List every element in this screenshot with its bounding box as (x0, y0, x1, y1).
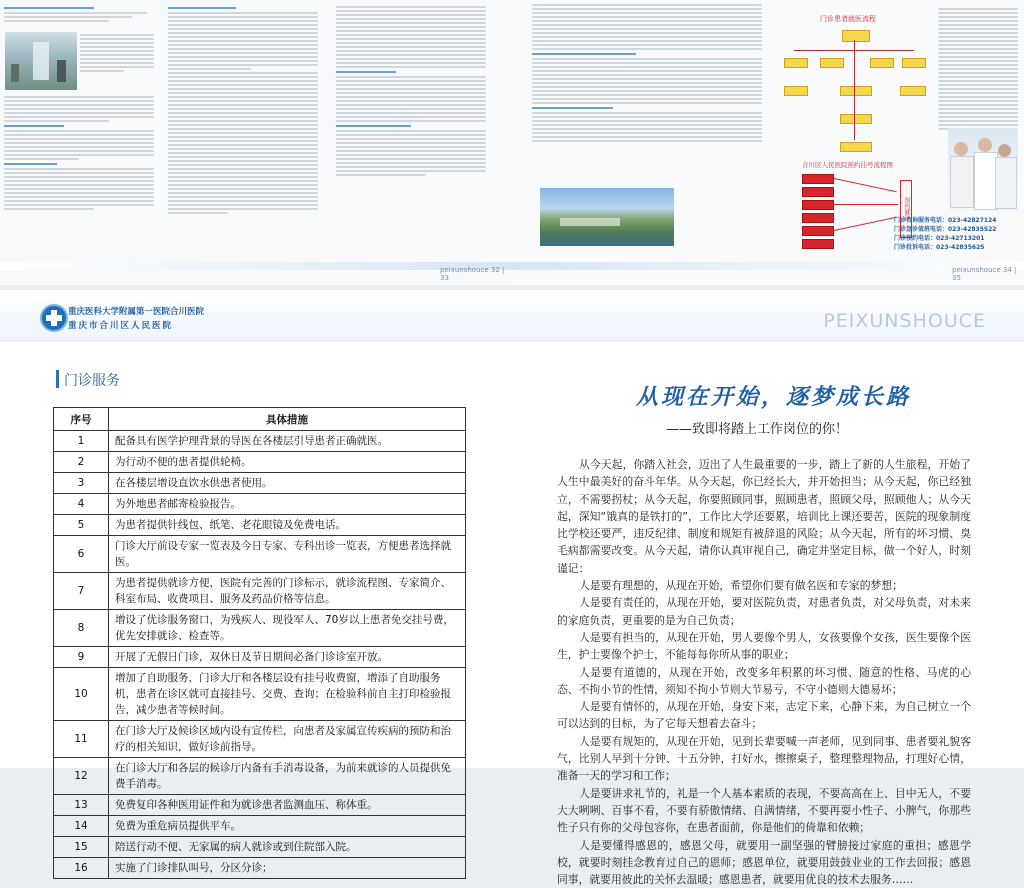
corridor-photo (5, 32, 77, 90)
hospital-name-secondary: 重庆市合川区人民医院 (68, 321, 174, 331)
table-row (54, 473, 466, 494)
row-measure: 实施了门诊排队叫号，分区分诊； (109, 858, 466, 879)
hospital-name-primary: 重庆医科大学附属第一医院合川医院 (68, 307, 205, 317)
table-row (54, 837, 466, 858)
row-measure: 门诊大厅前设专家一览表及今日专家、专科出诊一览表，方便患者选择就医。 (109, 536, 466, 573)
top-left-spread (0, 0, 512, 285)
appointment-title: 合川区人民医院预约挂号流程图 (802, 161, 893, 169)
row-number: 13 (54, 795, 109, 816)
table-row (54, 795, 466, 816)
hospital-logo-icon (40, 304, 68, 332)
essay-calligraphy-title: 从现在开始，逐梦成长路 (636, 384, 912, 410)
essay-paragraph: 人是要懂得感恩的，感恩父母，就要用一副坚强的臂膀接过家庭的重担；感恩学校，就要时刻挂念教育过自己的恩师；感恩单位，就要用鼓鼓业业的工作去回报；感恩同事，就要用彼此的关怀去温暖；感恩患者，就要用优良的技术去服务…… (557, 838, 971, 887)
row-number: 2 (54, 452, 109, 473)
bottom-spread (0, 290, 1024, 887)
phone-line: 门诊投诉电话：023-42835625 (894, 244, 985, 251)
table-row (54, 573, 466, 610)
row-number: 10 (54, 668, 109, 721)
table-row (54, 610, 466, 647)
row-measure: 增设了优诊服务窗口，为残疾人、现役军人、70岁以上患者免交挂号费，优先安排就诊、检查等。 (109, 610, 466, 647)
row-measure: 增加了自助服务，门诊大厅和各楼层设有挂号收费窗，增添了自助服务机，患者在诊区就可直接挂号、交费、查询；在检验科前自主打印检验报告，减少患者等候时间。 (109, 668, 466, 721)
essay-paragraph: 人是要有规矩的，从现在开始，见到长辈要喊一声老师，见到同事、患者要礼貌客气，比别人早到十分钟、十五分钟，打好水，擦擦桌子，整理整理物品，打理好心情，准备一天的学习和工作； (557, 734, 971, 783)
essay-paragraph: 人是要有担当的，从现在开始，男人要像个男人，女孩要像个女孩，医生要像个医生，护士要像个护士，不能每每你所从事的职业； (557, 630, 971, 662)
essay-paragraph: 人是要有责任的，从现在开始，要对医院负责，对患者负责，对父母负责，对未来的家庭负责，更重要的是为自己负责； (557, 596, 971, 627)
footer-text: peixunshouce (440, 266, 489, 274)
essay-paragraph: 人是要有情怀的，从现在开始，身安下来，志定下来，心静下来，为自己树立一个可以达到的目标，为了它每天想着去奋斗； (557, 700, 971, 731)
phone-line: 门诊咨询服务电话：023-42827124 (894, 217, 997, 224)
essay-paragraph: 从今天起，你踏入社会，迈出了人生最重要的一步，踏上了新的人生旅程，开始了人生中最美好的奋斗年华。从今天起，你已经长大，并开始担当；从今天起，你已经独立，不需要拐杖；从今天起，你要照顾同事，照顾患者，照顾父母，照顾他人；从今天起，深知“饿真的是铁打的”，工作比大学还要累，培训比上课还要苦，医院的现象制度比学校还要严，违反纪律、制度和规矩有被辞退的风险；从今天起，所有的坏习惯、臭毛病都需要改变。从今天起，请你认真审视自己，确定并坚定目标，做一个好人，时刻谨记： (557, 458, 971, 575)
row-number: 14 (54, 816, 109, 837)
flow-title: 门诊患者就医流程 (820, 15, 876, 23)
row-number: 4 (54, 494, 109, 515)
staff-photo (948, 128, 1018, 212)
right-page-footer (952, 266, 1024, 282)
row-measure: 配备具有医学护理背景的导医在各楼层引导患者正确就医。 (109, 431, 466, 452)
table-row (54, 515, 466, 536)
table-row (54, 494, 466, 515)
column-header-number: 序号 (54, 408, 109, 431)
landscape-photo (540, 188, 674, 246)
table-header-row (54, 408, 466, 431)
essay-paragraph: 人是要有道德的，从现在开始，改变多年积累的坏习惯、随意的性格、马虎的心态、不拘小节的性情，须知不拘小节则大节易亏，不守小德则大德易坏； (557, 665, 971, 696)
table-row (54, 431, 466, 452)
left-page-footer (440, 266, 512, 282)
row-number: 9 (54, 647, 109, 668)
row-number: 6 (54, 536, 109, 573)
brochure-watermark: PEIXUNSHOUCE (823, 310, 986, 332)
row-measure: 为患者提供针线包、纸笔、老花眼镜及免费电话。 (109, 515, 466, 536)
section-title: 门诊服务 (64, 373, 120, 389)
row-number: 11 (54, 721, 109, 758)
table-row (54, 536, 466, 573)
services-table (53, 407, 466, 879)
essay-body (557, 456, 971, 888)
column-header-measure: 具体措施 (109, 408, 466, 431)
phone-line: 门诊急诊值班电话：023-42835522 (894, 226, 997, 233)
row-number: 7 (54, 573, 109, 610)
row-number: 16 (54, 858, 109, 879)
table-row (54, 816, 466, 837)
row-number: 12 (54, 758, 109, 795)
top-right-spread (512, 0, 1024, 285)
table-body (54, 431, 466, 879)
table-row (54, 647, 466, 668)
row-number: 8 (54, 610, 109, 647)
row-number: 1 (54, 431, 109, 452)
row-measure: 开展了无假日门诊，双休日及节日期间必备门诊诊室开放。 (109, 647, 466, 668)
footer-page-numbers: 32 | 33 (440, 266, 505, 282)
row-measure: 在门诊大厅及候诊区域内设有宣传栏，向患者及家属宣传疾病的预防和治疗的相关知识，做好诊前指导。 (109, 721, 466, 758)
table-row (54, 858, 466, 879)
row-measure: 陪送行动不便、无家属的病人就诊或到住院部入院。 (109, 837, 466, 858)
table-row (54, 668, 466, 721)
row-measure: 在门诊大厅和各层的候诊厅内备有手消毒设备，为前来就诊的人员提供免费手消毒。 (109, 758, 466, 795)
row-measure: 在各楼层增设直饮水供患者使用。 (109, 473, 466, 494)
row-measure: 为患者提供就诊方便，医院有完善的门诊标示，就诊流程图、专家简介、科室布局、收费项目、服务及药品价格等信息。 (109, 573, 466, 610)
row-number: 5 (54, 515, 109, 536)
row-measure: 为行动不便的患者提供轮椅。 (109, 452, 466, 473)
footer-text: peixunshouce (952, 266, 1001, 274)
essay-paragraph: 人是要有理想的，从现在开始，希望你们要有做名医和专家的梦想； (579, 579, 903, 593)
footer-page-numbers: 34 | 35 (952, 266, 1017, 282)
row-measure: 免费复印各种医用证件和为就诊患者监测血压、称体重。 (109, 795, 466, 816)
essay-subtitle: ——致即将踏上工作岗位的你！ (666, 422, 849, 437)
row-measure: 免费为重危病员提供平车。 (109, 816, 466, 837)
appointment-box: 预约就诊 (900, 180, 912, 238)
phone-list (894, 216, 1022, 252)
phone-line: 门诊预约电话：023-42713201 (894, 235, 985, 242)
section-marker (56, 370, 59, 388)
outpatient-flow-diagram (780, 6, 930, 162)
essay-paragraph: 人是要讲求礼节的，礼是一个人基本素质的表现，不要高高在上、目中无人，不要大大咧咧、百事不看，不要有骄傲情绪、自满情绪，不要再耍小性子、小脾气，你那些性子只有你的父母包容你，在患者面前，你是他们的倚靠和依赖； (557, 786, 971, 835)
table-row (54, 758, 466, 795)
row-number: 15 (54, 837, 109, 858)
hospital-header (0, 290, 1024, 342)
table-row (54, 721, 466, 758)
row-number: 3 (54, 473, 109, 494)
row-measure: 为外地患者邮寄检验报告。 (109, 494, 466, 515)
table-row (54, 452, 466, 473)
